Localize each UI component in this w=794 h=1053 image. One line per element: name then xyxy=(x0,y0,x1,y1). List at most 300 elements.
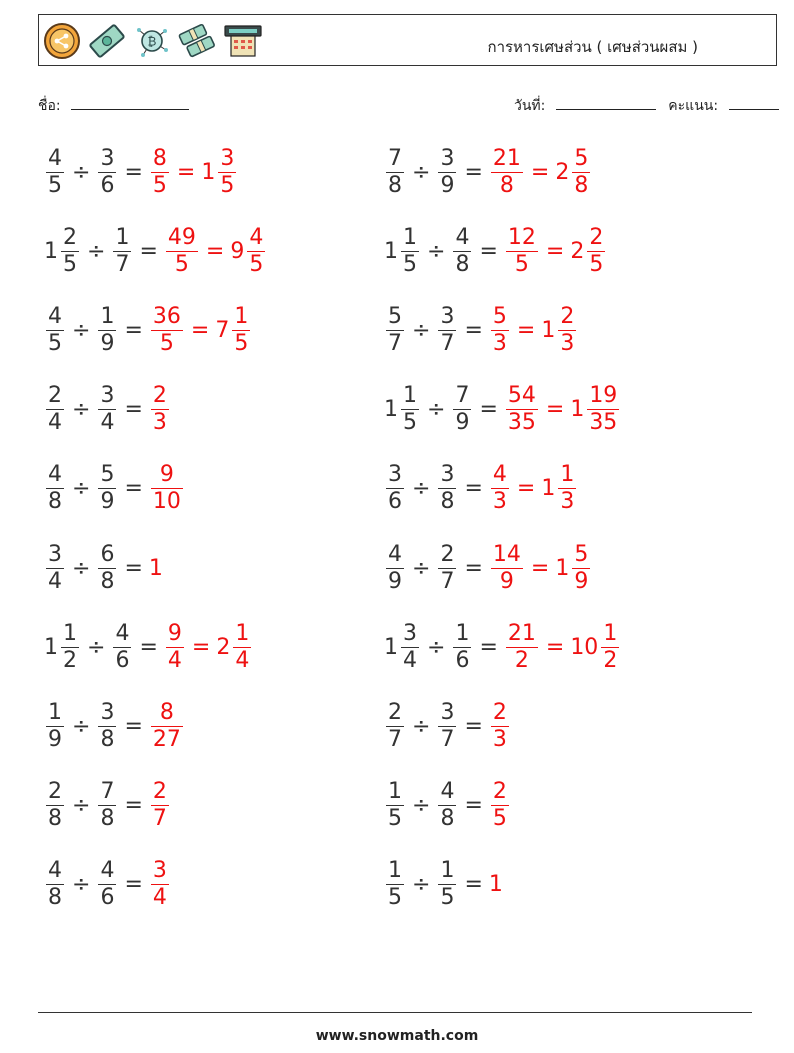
banknote-icon xyxy=(87,22,127,60)
numerator: 14 xyxy=(492,541,521,567)
problem-row xyxy=(44,615,253,679)
divisor xyxy=(451,224,473,277)
answer-mixed xyxy=(215,303,252,356)
fraction xyxy=(386,860,404,909)
dividend xyxy=(384,464,406,513)
divisor xyxy=(96,145,118,198)
numerator: 4 xyxy=(48,145,62,171)
fraction xyxy=(491,303,509,356)
divisor xyxy=(96,464,118,513)
equals-sign: = xyxy=(464,317,483,343)
denominator: 5 xyxy=(440,885,455,911)
equals-sign: = xyxy=(464,555,483,581)
numerator: 7 xyxy=(100,779,115,805)
denominator: 3 xyxy=(492,489,507,515)
date-score-field xyxy=(514,95,779,117)
share-coin-icon xyxy=(43,22,81,60)
numerator: 3 xyxy=(440,462,455,488)
equals-sign: = xyxy=(530,555,550,581)
equals-sign: = xyxy=(190,317,210,343)
answer xyxy=(149,860,171,909)
numerator: 3 xyxy=(220,145,235,171)
fraction xyxy=(401,385,419,434)
answer xyxy=(489,145,592,198)
numerator: 1 xyxy=(48,699,62,725)
numerator: 49 xyxy=(167,224,196,250)
divide-sign: ÷ xyxy=(427,634,446,660)
fraction xyxy=(98,464,116,513)
footer-divider xyxy=(38,1012,752,1013)
fraction xyxy=(46,464,64,513)
divide-sign: ÷ xyxy=(72,317,91,343)
divide-sign: ÷ xyxy=(427,397,446,423)
numerator: 2 xyxy=(63,224,77,250)
answer xyxy=(149,303,252,356)
fraction xyxy=(587,385,619,434)
fraction xyxy=(386,464,404,513)
worksheet-header xyxy=(38,14,777,66)
denominator: 4 xyxy=(403,647,417,673)
numerator: 3 xyxy=(440,699,455,725)
numerator: 9 xyxy=(167,620,182,646)
numerator: 1 xyxy=(403,383,417,409)
equals-sign: = xyxy=(464,793,483,819)
divisor xyxy=(96,541,118,594)
answer-improper xyxy=(149,556,164,581)
answer-improper xyxy=(504,385,540,434)
equals-sign: = xyxy=(545,238,565,264)
dividend xyxy=(384,303,406,356)
fraction xyxy=(491,541,523,594)
numerator: 4 xyxy=(455,224,470,250)
problem-row xyxy=(44,457,185,521)
denominator: 35 xyxy=(507,410,536,436)
name-blank xyxy=(71,95,189,110)
denominator: 5 xyxy=(151,330,183,355)
numerator: 2 xyxy=(492,699,507,725)
whole-number: 1 xyxy=(148,555,163,581)
denominator: 6 xyxy=(455,647,470,673)
fraction xyxy=(46,385,64,434)
whole-number: 1 xyxy=(384,397,398,423)
numerator: 1 xyxy=(388,858,402,884)
fraction xyxy=(61,224,79,277)
numerator: 5 xyxy=(492,303,507,329)
numerator: 5 xyxy=(574,145,589,171)
equals-sign: = xyxy=(124,713,143,739)
numerator: 2 xyxy=(48,779,62,805)
numerator: 12 xyxy=(507,224,536,250)
answer-mixed xyxy=(201,145,238,198)
equals-sign: = xyxy=(464,159,483,185)
divide-sign: ÷ xyxy=(427,238,446,264)
dividend xyxy=(44,224,81,277)
numerator: 1 xyxy=(115,224,130,250)
answer-mixed xyxy=(230,224,267,277)
denominator: 9 xyxy=(574,568,589,594)
fraction xyxy=(46,145,64,198)
footer-url: www.snowmath.com xyxy=(315,1028,479,1044)
denominator: 6 xyxy=(100,172,115,198)
answer-mixed xyxy=(570,224,607,277)
denominator: 5 xyxy=(63,251,77,277)
answer-improper xyxy=(164,620,186,673)
divide-sign: ÷ xyxy=(72,872,91,898)
denominator: 8 xyxy=(100,568,115,594)
divide-sign: ÷ xyxy=(87,238,106,264)
divide-sign: ÷ xyxy=(87,634,106,660)
answer xyxy=(489,464,578,513)
date-blank xyxy=(556,95,656,110)
fraction xyxy=(438,464,456,513)
denominator: 3 xyxy=(560,330,575,356)
denominator: 7 xyxy=(440,330,455,356)
equals-sign: = xyxy=(516,476,536,502)
numerator: 21 xyxy=(492,145,521,171)
divisor xyxy=(96,699,118,752)
dividend xyxy=(44,464,66,513)
answer xyxy=(489,872,504,897)
denominator: 5 xyxy=(48,330,62,356)
divide-sign: ÷ xyxy=(72,397,91,423)
answer-improper xyxy=(489,464,511,513)
answer-improper xyxy=(149,781,171,830)
answer xyxy=(149,781,171,830)
denominator: 8 xyxy=(491,172,523,197)
divide-sign: ÷ xyxy=(412,476,431,502)
score-blank xyxy=(729,95,779,110)
numerator: 2 xyxy=(492,779,507,805)
problem-row xyxy=(384,694,511,758)
numerator: 3 xyxy=(440,145,455,171)
denominator: 8 xyxy=(48,885,62,911)
answer-mixed xyxy=(541,303,578,356)
answer xyxy=(504,224,607,277)
numerator: 1 xyxy=(560,462,575,488)
fraction xyxy=(166,620,184,673)
worksheet-title: การหารเศษส่วน ( เศษส่วนผสม ) xyxy=(487,38,698,56)
numerator: 2 xyxy=(152,779,167,805)
fraction xyxy=(166,224,198,277)
denominator: 27 xyxy=(152,726,181,752)
fraction xyxy=(572,541,590,594)
name-label: ชื่อ: xyxy=(38,98,61,114)
numerator: 4 xyxy=(48,462,62,488)
answer xyxy=(149,464,185,513)
numerator: 2 xyxy=(560,303,575,329)
fraction xyxy=(151,145,169,198)
fraction xyxy=(151,860,169,909)
divisor xyxy=(96,303,118,356)
dividend xyxy=(44,385,66,434)
denominator: 2 xyxy=(603,647,618,673)
answer-improper xyxy=(489,781,511,830)
numerator: 1 xyxy=(235,620,250,646)
cash-stack-icon xyxy=(177,22,217,60)
problem-row xyxy=(44,140,238,204)
answer-improper xyxy=(489,541,525,594)
numerator: 1 xyxy=(455,620,470,646)
numerator: 5 xyxy=(388,303,402,329)
equals-sign: = xyxy=(479,634,498,660)
fraction xyxy=(151,781,169,830)
problem-row xyxy=(44,694,185,758)
numerator: 1 xyxy=(100,303,115,329)
whole-number: 2 xyxy=(216,634,231,660)
denominator: 8 xyxy=(440,489,455,515)
fraction xyxy=(401,224,419,277)
dividend xyxy=(384,145,406,198)
problem-row xyxy=(384,774,511,838)
atm-machine-icon xyxy=(223,22,263,60)
numerator: 3 xyxy=(100,383,115,409)
answer-mixed xyxy=(570,385,621,434)
equals-sign: = xyxy=(479,397,498,423)
divisor xyxy=(436,145,458,198)
equals-sign: = xyxy=(139,634,158,660)
numerator: 6 xyxy=(100,541,115,567)
divide-sign: ÷ xyxy=(72,713,91,739)
denominator: 7 xyxy=(388,330,402,356)
numerator: 1 xyxy=(234,303,249,329)
numerator: 8 xyxy=(159,699,174,725)
whole-number: 2 xyxy=(555,159,570,185)
problem-row xyxy=(384,298,578,362)
fraction xyxy=(491,699,509,752)
answer-mixed xyxy=(555,541,592,594)
answer-improper xyxy=(149,699,185,752)
equals-sign: = xyxy=(124,159,143,185)
denominator: 5 xyxy=(220,172,235,198)
numerator: 1 xyxy=(603,620,618,646)
denominator: 7 xyxy=(115,251,130,277)
equals-sign: = xyxy=(124,476,143,502)
denominator: 9 xyxy=(388,568,402,594)
svg-text:₿: ₿ xyxy=(147,34,157,49)
fraction xyxy=(98,145,116,198)
denominator: 3 xyxy=(560,489,575,515)
fraction xyxy=(453,224,471,277)
divide-sign: ÷ xyxy=(412,793,431,819)
fraction xyxy=(506,620,538,673)
fraction xyxy=(46,860,64,909)
denominator: 8 xyxy=(440,806,455,832)
dividend xyxy=(44,303,66,356)
problem-row xyxy=(44,536,164,600)
whole-number: 1 xyxy=(384,634,398,660)
denominator: 5 xyxy=(403,251,417,277)
dividend xyxy=(384,781,406,830)
fraction xyxy=(98,860,116,909)
answer-improper xyxy=(504,620,540,673)
denominator: 7 xyxy=(440,568,455,594)
numerator: 2 xyxy=(388,699,402,725)
fraction xyxy=(386,699,404,752)
problem-row xyxy=(44,853,171,917)
dividend xyxy=(44,860,66,909)
numerator: 4 xyxy=(388,541,402,567)
dividend xyxy=(384,699,406,752)
fraction xyxy=(438,145,456,198)
denominator: 9 xyxy=(48,726,62,752)
problem-row xyxy=(384,219,607,283)
dividend xyxy=(384,385,421,434)
fraction xyxy=(491,464,509,513)
answer-improper xyxy=(489,699,511,752)
denominator: 2 xyxy=(506,647,538,672)
denominator: 10 xyxy=(152,489,181,515)
dividend xyxy=(44,541,66,594)
fraction xyxy=(46,303,64,356)
numerator: 3 xyxy=(403,620,417,646)
equals-sign: = xyxy=(464,476,483,502)
denominator: 9 xyxy=(100,489,115,515)
divisor xyxy=(96,781,118,830)
denominator: 5 xyxy=(492,806,507,832)
divide-sign: ÷ xyxy=(412,872,431,898)
denominator: 4 xyxy=(48,410,62,436)
fraction xyxy=(558,303,576,356)
whole-number: 1 xyxy=(201,159,216,185)
whole-number: 1 xyxy=(44,634,58,660)
problem-row xyxy=(384,140,592,204)
numerator: 3 xyxy=(388,462,402,488)
equals-sign: = xyxy=(191,634,211,660)
problem-row xyxy=(44,219,267,283)
equals-sign: = xyxy=(205,238,225,264)
denominator: 4 xyxy=(100,410,115,436)
denominator: 4 xyxy=(167,647,182,673)
fraction xyxy=(247,224,265,277)
answer xyxy=(489,781,511,830)
answer-mixed xyxy=(570,620,621,673)
fraction xyxy=(113,224,131,277)
fraction xyxy=(386,145,404,198)
divide-sign: ÷ xyxy=(72,476,91,502)
divisor xyxy=(436,860,458,909)
answer xyxy=(504,620,621,673)
equals-sign: = xyxy=(124,397,143,423)
denominator: 9 xyxy=(440,172,455,198)
denominator: 4 xyxy=(48,568,62,594)
fraction xyxy=(453,385,471,434)
fraction xyxy=(438,303,456,356)
equals-sign: = xyxy=(124,872,143,898)
fraction xyxy=(232,303,250,356)
dividend xyxy=(44,145,66,198)
answer-mixed xyxy=(216,620,253,673)
numerator: 36 xyxy=(152,303,181,329)
denominator: 8 xyxy=(100,806,115,832)
fraction xyxy=(61,620,79,673)
fraction xyxy=(491,781,509,830)
answer xyxy=(504,385,621,434)
divisor xyxy=(96,860,118,909)
fraction xyxy=(453,620,471,673)
answer-mixed xyxy=(541,464,578,513)
answer xyxy=(149,145,238,198)
equals-sign: = xyxy=(479,238,498,264)
denominator: 8 xyxy=(574,172,589,198)
answer xyxy=(489,541,592,594)
answer-improper xyxy=(149,303,185,356)
fraction xyxy=(438,781,456,830)
fraction xyxy=(151,464,183,513)
answer xyxy=(149,385,171,434)
dividend xyxy=(384,860,406,909)
whole-number: 1 xyxy=(541,476,556,502)
answer xyxy=(149,699,185,752)
whole-number: 1 xyxy=(488,872,503,898)
numerator: 2 xyxy=(440,541,455,567)
divide-sign: ÷ xyxy=(412,713,431,739)
fraction xyxy=(151,303,183,356)
fraction xyxy=(98,541,116,594)
name-field xyxy=(38,95,189,117)
fraction xyxy=(98,781,116,830)
fraction xyxy=(572,145,590,198)
numerator: 1 xyxy=(388,779,402,805)
problem-row xyxy=(384,615,621,679)
answer xyxy=(489,303,578,356)
fraction xyxy=(113,620,131,673)
dividend xyxy=(384,541,406,594)
denominator: 7 xyxy=(152,806,167,832)
numerator: 5 xyxy=(574,541,589,567)
equals-sign: = xyxy=(139,238,158,264)
numerator: 1 xyxy=(63,620,77,646)
divisor xyxy=(451,385,473,434)
denominator: 5 xyxy=(152,172,167,198)
denominator: 35 xyxy=(589,410,618,436)
fraction xyxy=(98,303,116,356)
whole-number: 1 xyxy=(44,238,58,264)
divisor xyxy=(436,303,458,356)
denominator: 4 xyxy=(235,647,250,673)
fraction xyxy=(218,145,236,198)
problem-row xyxy=(384,536,592,600)
fraction xyxy=(98,699,116,752)
divisor xyxy=(96,385,118,434)
denominator: 9 xyxy=(455,410,470,436)
score-label: คะแนน: xyxy=(668,98,719,114)
divisor xyxy=(111,224,133,277)
numerator: 19 xyxy=(589,383,618,409)
denominator: 6 xyxy=(115,647,130,673)
equals-sign: = xyxy=(464,872,483,898)
fraction xyxy=(438,541,456,594)
problem-row xyxy=(44,378,171,442)
fraction xyxy=(438,860,456,909)
denominator: 4 xyxy=(152,885,167,911)
denominator: 9 xyxy=(491,568,523,593)
answer-improper xyxy=(149,385,171,434)
equals-sign: = xyxy=(545,397,565,423)
problem-row xyxy=(384,457,578,521)
divide-sign: ÷ xyxy=(72,159,91,185)
fraction xyxy=(46,699,64,752)
header-icons xyxy=(43,21,263,61)
fraction xyxy=(151,699,183,752)
fraction xyxy=(401,620,419,673)
fraction xyxy=(506,385,538,434)
denominator: 6 xyxy=(100,885,115,911)
problem-row xyxy=(44,298,252,362)
numerator: 4 xyxy=(100,858,115,884)
fraction xyxy=(506,224,538,277)
divide-sign: ÷ xyxy=(72,555,91,581)
answer xyxy=(149,556,164,581)
